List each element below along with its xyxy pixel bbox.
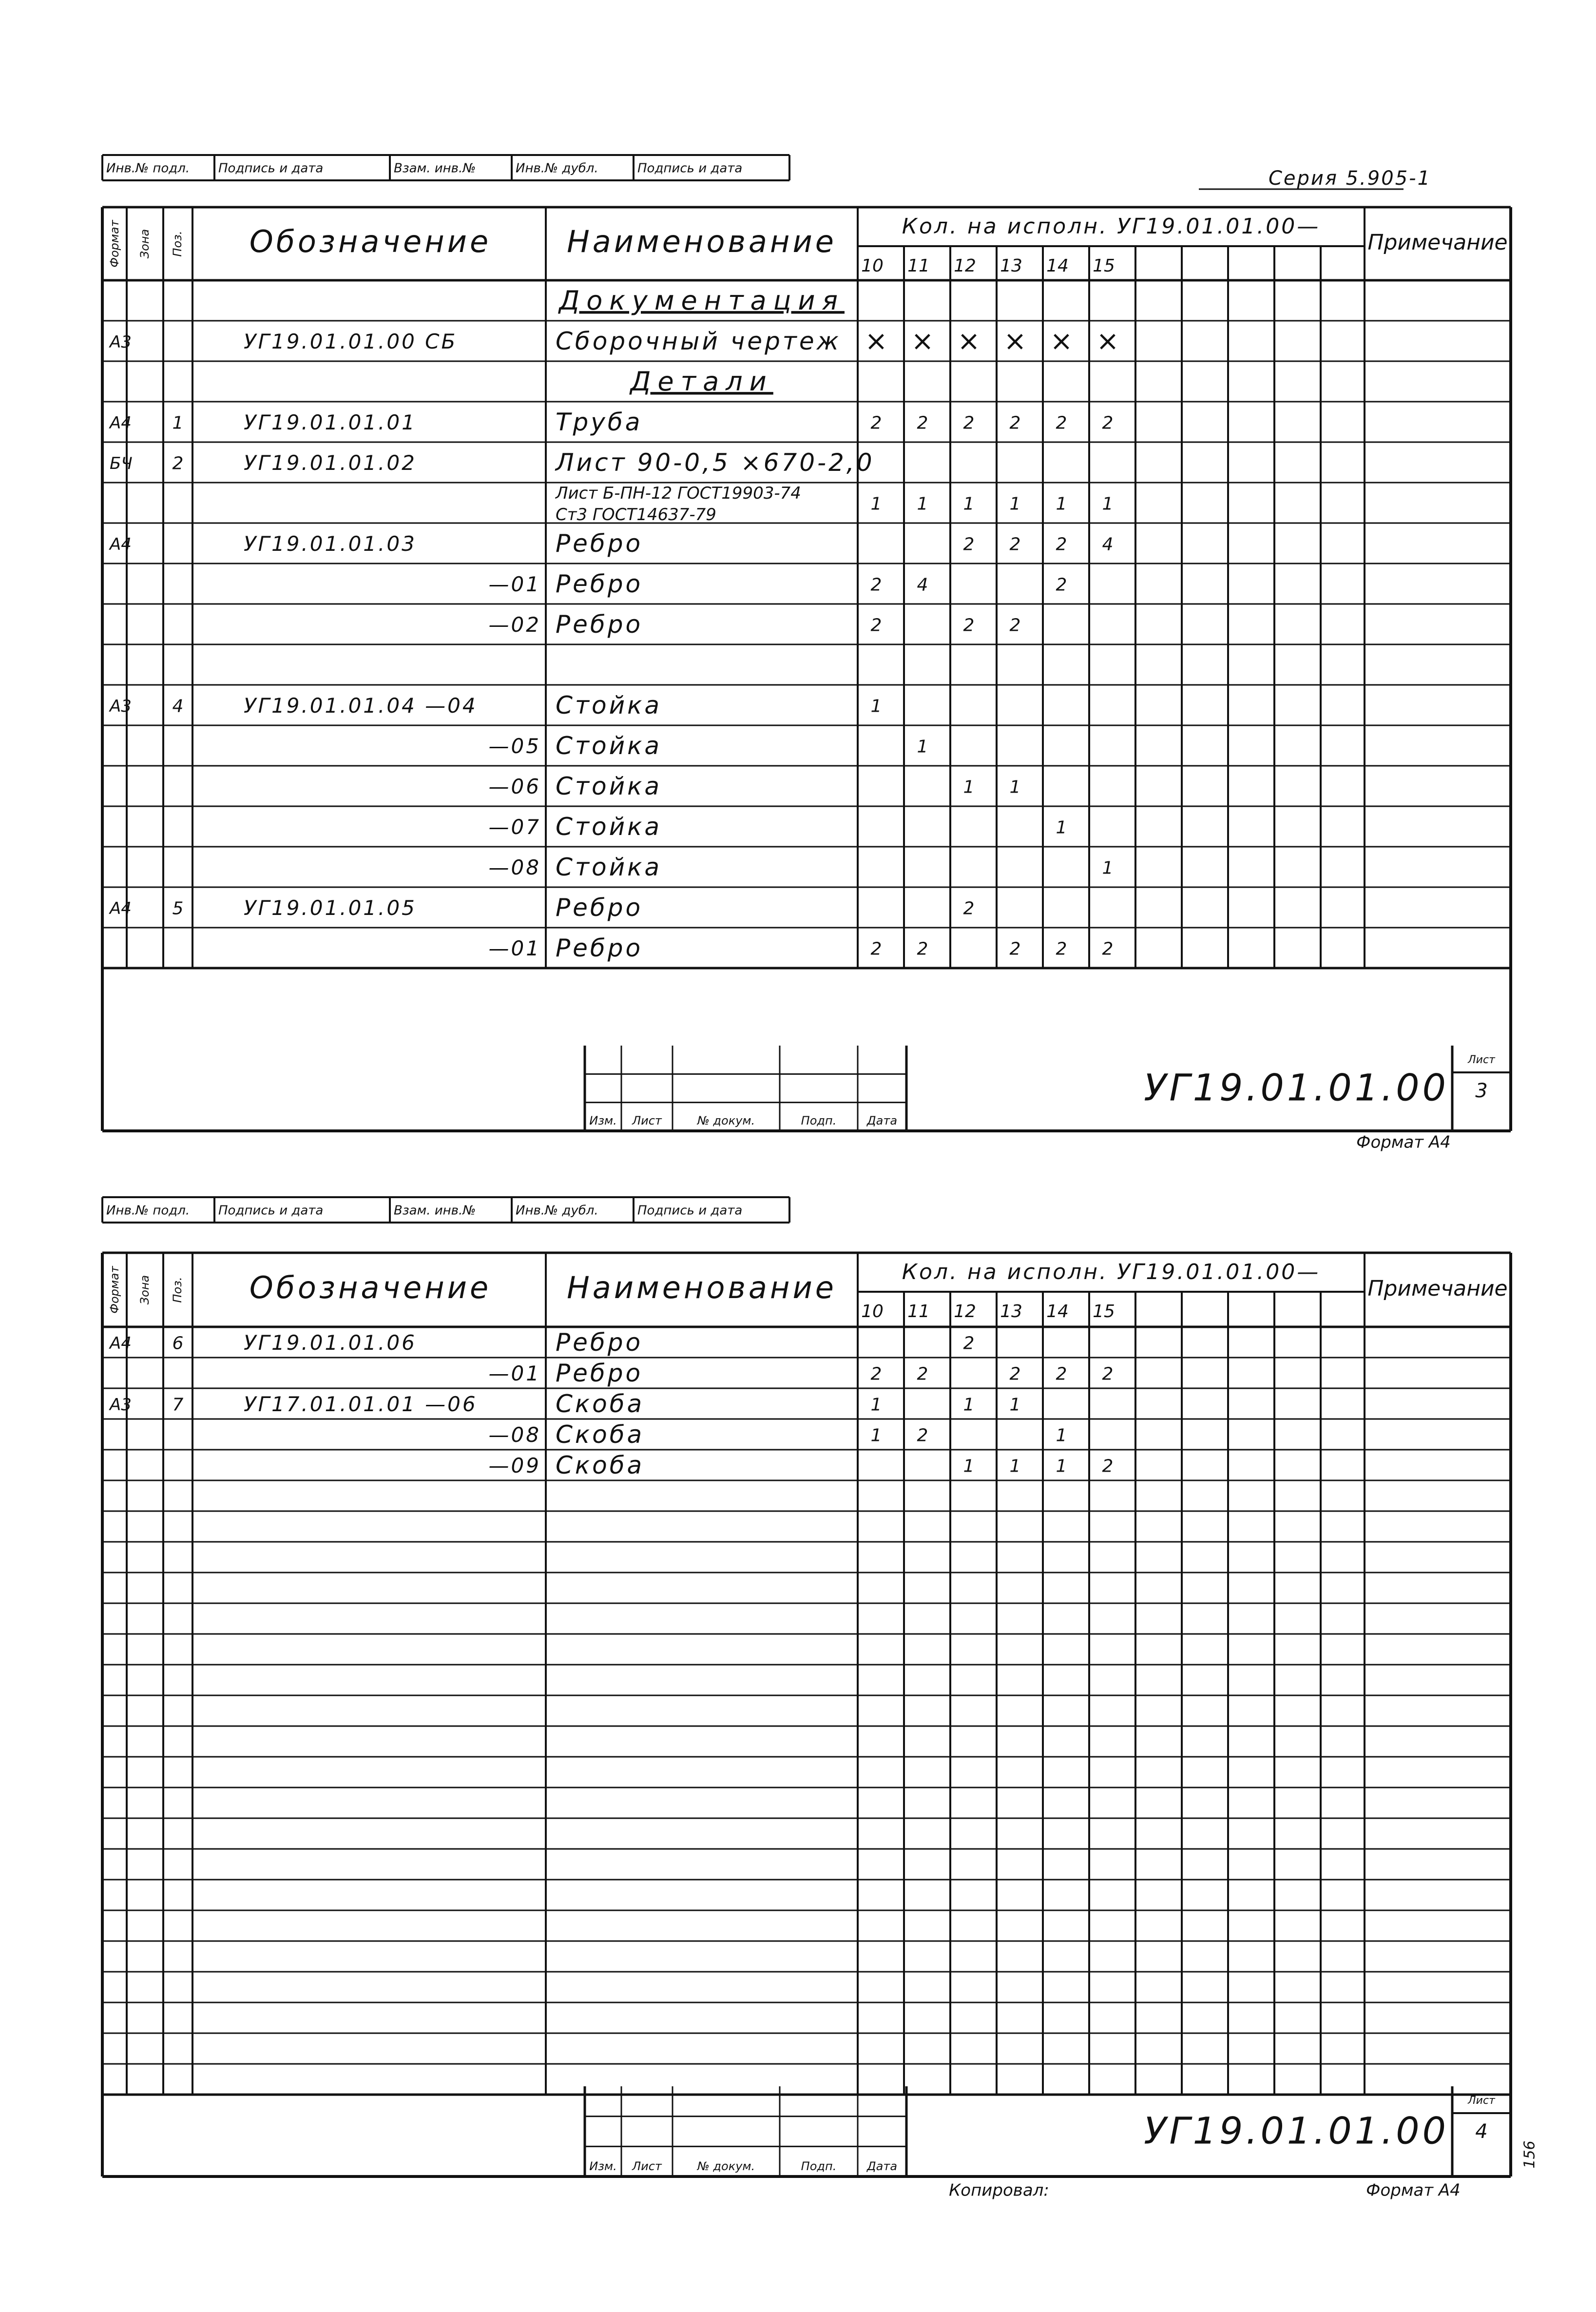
- qty-cell: 2: [963, 898, 975, 919]
- qty-cell: 2: [1009, 1364, 1021, 1384]
- qty-cell: ×: [911, 325, 934, 357]
- title-block-col-label: Лист: [632, 2159, 662, 2173]
- qty-cell: 1: [963, 494, 975, 514]
- stamp-label: Инв.№ дубл.: [516, 1203, 598, 1218]
- row-name: Ребро: [556, 894, 643, 922]
- header-name: Наименование: [567, 1270, 837, 1306]
- row-name: Скоба: [556, 1451, 645, 1479]
- row-designation: —08: [488, 855, 541, 879]
- row-format: А3: [110, 697, 132, 716]
- qty-cell: 2: [1102, 1456, 1114, 1477]
- row-pos: 6: [172, 1333, 184, 1354]
- qty-cell: 2: [963, 534, 975, 555]
- header-variant-13: 13: [1000, 1302, 1022, 1321]
- document-code: УГ19.01.01.00: [1144, 1066, 1449, 1109]
- qty-cell: 1: [917, 494, 928, 514]
- row-designation: УГ19.01.01.03: [244, 532, 417, 556]
- row-designation: УГ19.01.01.04 —04: [244, 694, 478, 718]
- row-name: Ребро: [556, 1328, 643, 1357]
- stamp-label: Инв.№ дубл.: [516, 161, 598, 176]
- row-designation: УГ19.01.01.06: [244, 1331, 417, 1355]
- sheet-label: Лист: [1468, 2095, 1495, 2107]
- stamp-label: Взам. инв.№: [394, 161, 476, 176]
- drawing-texts: [106, 161, 1538, 2200]
- section-heading: Документация: [559, 285, 845, 316]
- qty-cell: 2: [1056, 939, 1067, 959]
- row-format: А4: [110, 899, 132, 918]
- title-block-col-label: Дата: [866, 2159, 898, 2173]
- qty-cell: 1: [870, 494, 882, 514]
- qty-cell: 1: [917, 737, 928, 757]
- stamp-label: Подпись и дата: [218, 1203, 324, 1218]
- qty-cell: 1: [1009, 494, 1021, 514]
- header-qty-title: Кол. на исполн. УГ19.01.01.00—: [902, 214, 1321, 239]
- qty-cell: 2: [870, 615, 882, 636]
- document-code: УГ19.01.01.00: [1144, 2109, 1449, 2153]
- row-name: Ребро: [556, 1359, 643, 1387]
- row-name: Ребро: [556, 570, 643, 598]
- qty-cell: 1: [1009, 777, 1021, 797]
- header-format: Формат: [108, 220, 121, 268]
- header-format: Формат: [108, 1266, 121, 1314]
- qty-cell: 1: [870, 1395, 882, 1415]
- row-designation: —01: [488, 1361, 541, 1385]
- qty-cell: ×: [1003, 325, 1027, 357]
- row-designation: —02: [488, 613, 541, 637]
- row-designation: —01: [488, 572, 541, 596]
- stamp-label: Подпись и дата: [218, 161, 324, 176]
- header-pos: Поз.: [171, 1277, 184, 1303]
- row-designation: —01: [488, 936, 541, 960]
- qty-cell: 2: [1009, 615, 1021, 636]
- row-name: Скоба: [556, 1390, 645, 1418]
- title-block-col-label: № докум.: [697, 1114, 755, 1127]
- qty-cell: 1: [1009, 1395, 1021, 1415]
- header-designation: Обозначение: [249, 1270, 492, 1306]
- qty-cell: 1: [1009, 1456, 1021, 1477]
- qty-cell: 2: [1056, 413, 1067, 433]
- header-zone: Зона: [138, 229, 152, 259]
- title-block-col-label: Дата: [866, 1114, 898, 1127]
- format-note: Формат А4: [1356, 1132, 1451, 1152]
- header-pos: Поз.: [171, 231, 184, 257]
- header-variant-12: 12: [954, 1302, 976, 1321]
- qty-cell: 2: [963, 413, 975, 433]
- header-variant-13: 13: [1000, 256, 1022, 276]
- qty-cell: 2: [917, 1425, 928, 1446]
- qty-cell: 2: [1009, 413, 1021, 433]
- qty-cell: 1: [870, 1425, 882, 1446]
- qty-cell: 2: [870, 575, 882, 595]
- header-designation: Обозначение: [249, 224, 492, 260]
- header-note: Примечание: [1367, 230, 1508, 255]
- header-variant-10: 10: [861, 1302, 884, 1321]
- qty-cell: 4: [917, 575, 928, 595]
- row-name: Ребро: [556, 934, 643, 962]
- row-pos: 7: [172, 1395, 184, 1415]
- qty-cell: 2: [917, 413, 928, 433]
- title-block-col-label: Подп.: [801, 2159, 837, 2173]
- sheet-label: Лист: [1468, 1054, 1495, 1066]
- row-pos: 1: [172, 413, 184, 433]
- header-zone: Зона: [138, 1275, 152, 1305]
- qty-cell: 2: [1009, 939, 1021, 959]
- header-variant-14: 14: [1046, 256, 1069, 276]
- row-designation: —09: [488, 1454, 541, 1477]
- stamp-label: Взам. инв.№: [394, 1203, 476, 1218]
- row-name: Стойка: [556, 772, 662, 800]
- row-name: Лист 90-0,5 ×670-2,0: [556, 448, 875, 477]
- stamp-label: Инв.№ подл.: [106, 161, 190, 176]
- qty-cell: ×: [1096, 325, 1119, 357]
- row-designation: —06: [488, 775, 541, 798]
- qty-cell: 1: [1056, 494, 1067, 514]
- qty-cell: 2: [1009, 534, 1021, 555]
- row-name: Сборочный чертеж: [556, 327, 841, 355]
- title-block-col-label: Изм.: [589, 2159, 617, 2173]
- row-name: Стойка: [556, 853, 662, 881]
- header-variant-15: 15: [1093, 1302, 1115, 1321]
- row-name: Скоба: [556, 1420, 645, 1449]
- header-qty-title: Кол. на исполн. УГ19.01.01.00—: [902, 1260, 1321, 1284]
- qty-cell: 2: [963, 1333, 975, 1354]
- row-format: А4: [110, 1334, 132, 1353]
- stamp-label: Подпись и дата: [637, 161, 743, 176]
- title-block-col-label: Подп.: [801, 1114, 837, 1127]
- row-designation: УГ17.01.01.01 —06: [244, 1392, 478, 1416]
- qty-cell: 2: [1102, 413, 1114, 433]
- qty-cell: 1: [963, 1395, 975, 1415]
- qty-cell: 2: [1102, 939, 1114, 959]
- qty-cell: 1: [1102, 858, 1114, 878]
- qty-cell: ×: [1050, 325, 1073, 357]
- row-designation: УГ19.01.01.01: [244, 410, 417, 434]
- row-name: Стойка: [556, 813, 662, 841]
- title-block-col-label: № докум.: [697, 2159, 755, 2173]
- header-note: Примечание: [1367, 1276, 1508, 1301]
- qty-cell: 2: [870, 1364, 882, 1384]
- row-pos: 5: [172, 898, 184, 919]
- row-designation: —05: [488, 734, 541, 758]
- row-format: А4: [110, 535, 132, 554]
- row-format: А4: [110, 413, 132, 433]
- header-variant-14: 14: [1046, 1302, 1069, 1321]
- row-name: Ребро: [556, 529, 643, 558]
- header-variant-12: 12: [954, 256, 976, 276]
- qty-cell: 1: [870, 696, 882, 717]
- page-number: 156: [1521, 2140, 1538, 2169]
- qty-cell: 2: [963, 615, 975, 636]
- qty-cell: 2: [1056, 1364, 1067, 1384]
- row-format: А3: [110, 332, 132, 352]
- stamp-label: Инв.№ подл.: [106, 1203, 190, 1218]
- row-name: Ребро: [556, 610, 643, 639]
- qty-cell: ×: [957, 325, 981, 357]
- row-name: Лист Б-ПН-12 ГОСТ19903-74: [556, 484, 801, 503]
- qty-cell: 1: [1056, 817, 1067, 838]
- row-name: Стойка: [556, 691, 662, 719]
- qty-cell: 4: [1102, 534, 1114, 555]
- qty-cell: 1: [963, 1456, 975, 1477]
- title-block-col-label: Лист: [632, 1114, 662, 1127]
- header-variant-11: 11: [907, 1302, 930, 1321]
- row-designation: —08: [488, 1423, 541, 1447]
- qty-cell: 1: [1102, 494, 1114, 514]
- row-designation: УГ19.01.01.02: [244, 451, 417, 475]
- qty-cell: 2: [917, 939, 928, 959]
- qty-cell: 2: [1056, 534, 1067, 555]
- section-heading: Детали: [630, 366, 773, 397]
- row-format: А3: [110, 1395, 132, 1415]
- sheet-number: 3: [1475, 1080, 1488, 1102]
- row-name: Стойка: [556, 732, 662, 760]
- qty-cell: 2: [1102, 1364, 1114, 1384]
- qty-cell: 1: [963, 777, 975, 797]
- sheet-number: 4: [1475, 2120, 1488, 2143]
- qty-cell: 2: [917, 1364, 928, 1384]
- row-designation: УГ19.01.01.05: [244, 896, 417, 920]
- header-variant-10: 10: [861, 256, 884, 276]
- row-designation: УГ19.01.01.00 СБ: [244, 330, 458, 353]
- title-block-col-label: Изм.: [589, 1114, 617, 1127]
- row-name: Труба: [556, 408, 643, 436]
- row-designation: —07: [488, 815, 541, 839]
- header-variant-15: 15: [1093, 256, 1115, 276]
- header-name: Наименование: [567, 224, 837, 260]
- format-note: Формат А4: [1366, 2180, 1461, 2200]
- row-format: БЧ: [110, 454, 133, 473]
- qty-cell: 2: [870, 413, 882, 433]
- row-pos: 2: [172, 453, 184, 474]
- row-name-2: Ст3 ГОСТ14637-79: [556, 505, 716, 525]
- qty-cell: 2: [1056, 575, 1067, 595]
- row-pos: 4: [172, 696, 184, 717]
- qty-cell: ×: [865, 325, 888, 357]
- qty-cell: 1: [1056, 1456, 1067, 1477]
- series-label: Серия 5.905-1: [1268, 167, 1432, 190]
- copied-by-label: Копировал:: [949, 2180, 1049, 2200]
- qty-cell: 1: [1056, 1425, 1067, 1446]
- header-variant-11: 11: [907, 256, 930, 276]
- stamp-label: Подпись и дата: [637, 1203, 743, 1218]
- qty-cell: 2: [870, 939, 882, 959]
